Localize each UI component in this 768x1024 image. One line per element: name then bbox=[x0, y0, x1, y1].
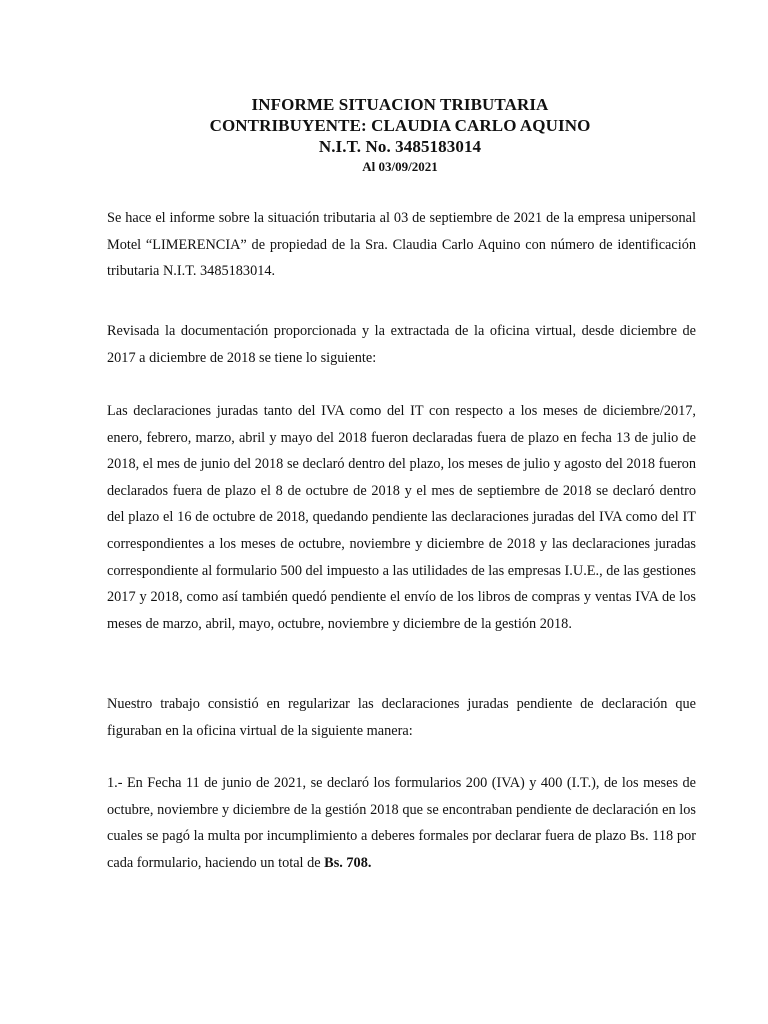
declarations-paragraph: Las declaraciones juradas tanto del IVA como del IT con respecto a los meses de diciembre/2017, enero, febrero, marzo, abril y mayo del 2018 fueron declaradas fuera de plazo en fecha 13 de julio de 2018, el mes de junio del 2018 se declaró dentro del plazo, los meses de julio y agosto del 2018 fueron declarados fuera de plazo el 8 de octubre de 2018 y el mes de septiembre de 2018 se declaró dentro del plazo el 16 de octubre de 2018, quedando pendiente las declaraciones juradas del IVA como del IT correspondientes a los meses de octubre, noviembre y diciembre de 2018 y las declaraciones juradas correspondiente al formulario 500 del impuesto a las utilidades de las empresas I.U.E., de las gestiones 2017 y 2018, como así también quedó pendiente el envío de los libros de compras y ventas IVA de los meses de marzo, abril, mayo, octubre, noviembre y diciembre de la gestión 2018. bbox=[107, 403, 696, 632]
report-title: INFORME SITUACION TRIBUTARIA bbox=[251, 95, 549, 114]
report-date: Al 03/09/2021 bbox=[362, 159, 438, 174]
nit-number: N.I.T. No. 3485183014 bbox=[318, 137, 482, 156]
item-1-text: 1.- En Fecha 11 de junio de 2021, se declaró los formularios 200 (IVA) y 400 (I.T.), de los meses de octubre, noviembre y diciembre de la gestión 2018 que se encontraban pendiente de declaración en los cuales se pagó la multa por incumplimiento a deberes formales por declarar fuera de plazo Bs. 118 por cada formulario, haciendo un total de bbox=[107, 775, 696, 871]
intro-paragraph: Se hace el informe sobre la situación tributaria al 03 de septiembre de 2021 de la empresa unipersonal Motel “LIMERENCIA” de propiedad de la Sra. Claudia Carlo Aquino con número de identificación tributaria N.I.T. 3485183014. bbox=[107, 210, 696, 280]
item-1-total: Bs. 708. bbox=[324, 854, 372, 871]
review-paragraph: Revisada la documentación proporcionada y la extractada de la oficina virtual, desde diciembre de 2017 a diciembre de 2018 se tiene lo siguiente: bbox=[107, 323, 696, 366]
taxpayer-name: CONTRIBUYENTE: CLAUDIA CARLO AQUINO bbox=[209, 116, 591, 135]
item-1-paragraph bbox=[107, 770, 696, 876]
work-paragraph: Nuestro trabajo consistió en regularizar las declaraciones juradas pendiente de declaración que figuraban en la oficina virtual de la siguiente manera: bbox=[107, 696, 696, 739]
document-header bbox=[0, 94, 768, 175]
